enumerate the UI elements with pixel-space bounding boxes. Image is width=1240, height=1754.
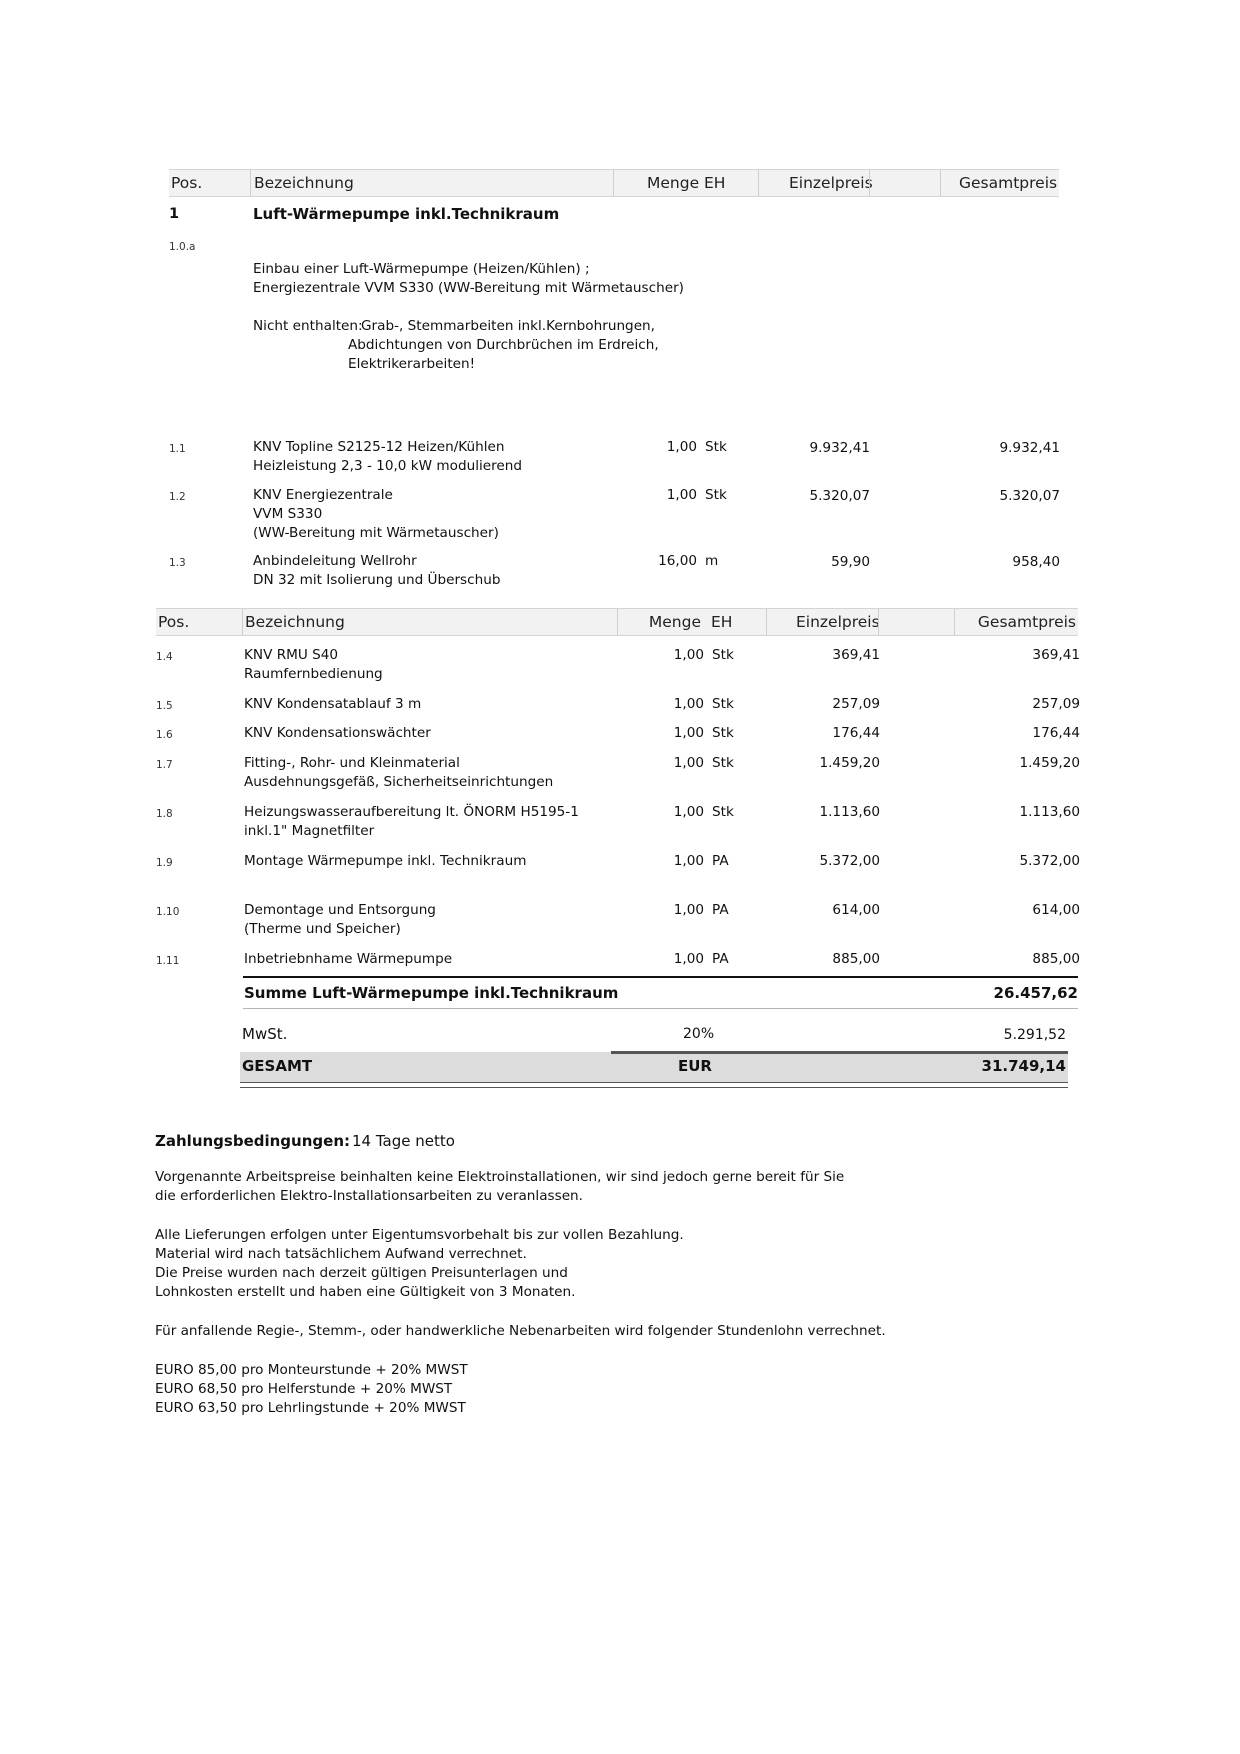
terms-paragraph-line: Für anfallende Regie-, Stemm-, oder handwerkliche Nebenarbeiten wird folgender Stundenlohn verrechnet.: [155, 1323, 886, 1339]
table-header: [169, 169, 1059, 197]
item-pos: 1.1: [169, 443, 186, 455]
header-menge: Menge: [648, 613, 701, 631]
item-einzelpreis: 369,41: [832, 647, 880, 663]
item-menge: 1,00: [673, 696, 704, 712]
item-menge: 1,00: [673, 951, 704, 967]
summe-underline: [243, 1008, 1078, 1009]
header-pos: Pos.: [158, 613, 190, 631]
item-gesamtpreis: 176,44: [1032, 725, 1080, 741]
header-einzelpreis: Einzelpreis: [789, 174, 873, 192]
item-pos: 1.3: [169, 557, 186, 569]
header-gesamtpreis: Gesamtpreis: [959, 174, 1058, 192]
item-eh: PA: [712, 951, 729, 967]
section-number: 1: [169, 206, 180, 222]
header-eh: EH: [711, 613, 733, 631]
item-eh: m: [705, 553, 719, 569]
item-pos: 1.11: [156, 955, 180, 967]
item-einzelpreis: 614,00: [832, 902, 880, 918]
item-eh: Stk: [712, 696, 734, 712]
exclusion-line-3: Elektrikerarbeiten!: [348, 356, 476, 372]
item-description: Ausdehnungsgefäß, Sicherheitseinrichtungen: [244, 774, 554, 790]
header-bezeichnung: Bezeichnung: [254, 174, 354, 192]
terms-paragraph-line: Vorgenannte Arbeitspreise beinhalten keine Elektroinstallationen, wir sind jedoch gerne bereit für Sie: [155, 1169, 845, 1185]
item-eh: Stk: [712, 804, 734, 820]
item-pos: 1.6: [156, 729, 173, 741]
intro-pos: 1.0.a: [169, 241, 196, 253]
item-description: Raumfernbedienung: [244, 666, 383, 682]
item-pos: 1.9: [156, 857, 173, 869]
mwst-rate: 20%: [683, 1026, 715, 1042]
item-gesamtpreis: 369,41: [1032, 647, 1080, 663]
item-description: KNV RMU S40: [244, 647, 339, 663]
item-description: (WW-Bereitung mit Wärmetauscher): [253, 525, 499, 541]
item-menge: 1,00: [666, 439, 697, 455]
item-eh: PA: [712, 902, 729, 918]
item-description: KNV Kondensatablauf 3 m: [244, 696, 422, 712]
item-gesamtpreis: 1.113,60: [1019, 804, 1080, 820]
item-description: VVM S330: [253, 506, 323, 522]
item-gesamtpreis: 5.372,00: [1019, 853, 1080, 869]
item-eh: Stk: [705, 487, 727, 503]
mwst-value: 5.291,52: [1003, 1027, 1066, 1043]
item-description: DN 32 mit Isolierung und Überschub: [253, 572, 501, 588]
summe-rule: [243, 976, 1078, 978]
header-pos: Pos.: [171, 174, 203, 192]
item-description: KNV Topline S2125-12 Heizen/Kühlen: [253, 439, 505, 455]
item-gesamtpreis: 5.320,07: [999, 488, 1060, 504]
gesamt-currency: EUR: [678, 1057, 712, 1075]
item-description: KNV Kondensationswächter: [244, 725, 431, 741]
item-einzelpreis: 9.932,41: [809, 440, 870, 456]
item-pos: 1.10: [156, 906, 180, 918]
mwst-label: MwSt.: [242, 1025, 288, 1043]
item-einzelpreis: 1.459,20: [819, 755, 880, 771]
gesamt-value: 31.749,14: [981, 1057, 1066, 1075]
table-header: [156, 608, 1078, 636]
gesamt-label: GESAMT: [242, 1057, 313, 1075]
exclusion-line-2: Abdichtungen von Durchbrüchen im Erdreich,: [348, 337, 659, 353]
item-eh: Stk: [712, 647, 734, 663]
item-einzelpreis: 5.320,07: [809, 488, 870, 504]
item-einzelpreis: 1.113,60: [819, 804, 880, 820]
item-eh: Stk: [705, 439, 727, 455]
gesamt-top-rule: [611, 1051, 1068, 1054]
gesamt-bottom-rule: [240, 1082, 1068, 1088]
summe-value: 26.457,62: [993, 984, 1078, 1002]
item-description: KNV Energiezentrale: [253, 487, 393, 503]
item-eh: Stk: [712, 725, 734, 741]
item-gesamtpreis: 885,00: [1032, 951, 1080, 967]
item-eh: PA: [712, 853, 729, 869]
summe-label: Summe Luft-Wärmepumpe inkl.Technikraum: [244, 984, 619, 1002]
item-description: Heizungswasseraufbereitung lt. ÖNORM H5195-1: [244, 804, 579, 820]
item-pos: 1.7: [156, 759, 173, 771]
hourly-rate-line: EURO 63,50 pro Lehrlingstunde + 20% MWST: [155, 1400, 466, 1416]
header-bezeichnung: Bezeichnung: [245, 613, 345, 631]
item-einzelpreis: 257,09: [832, 696, 880, 712]
payment-terms-label: Zahlungsbedingungen:: [155, 1132, 350, 1150]
item-gesamtpreis: 614,00: [1032, 902, 1080, 918]
item-description: Fitting-, Rohr- und Kleinmaterial: [244, 755, 460, 771]
item-description: Anbindeleitung Wellrohr: [253, 553, 417, 569]
item-gesamtpreis: 958,40: [1012, 554, 1060, 570]
item-menge: 1,00: [673, 755, 704, 771]
header-einzelpreis: Einzelpreis: [796, 613, 880, 631]
header-eh: EH: [704, 174, 726, 192]
item-menge: 16,00: [658, 553, 697, 569]
item-einzelpreis: 176,44: [832, 725, 880, 741]
item-pos: 1.2: [169, 491, 186, 503]
item-einzelpreis: 5.372,00: [819, 853, 880, 869]
item-description: Heizleistung 2,3 - 10,0 kW modulierend: [253, 458, 523, 474]
item-description: (Therme und Speicher): [244, 921, 401, 937]
header-gesamtpreis: Gesamtpreis: [977, 613, 1076, 631]
intro-line-2: Energiezentrale VVM S330 (WW-Bereitung mit Wärmetauscher): [253, 280, 684, 296]
terms-paragraph-line: Die Preise wurden nach derzeit gültigen Preisunterlagen und: [155, 1265, 568, 1281]
item-eh: Stk: [712, 755, 734, 771]
item-gesamtpreis: 9.932,41: [999, 440, 1060, 456]
item-menge: 1,00: [673, 725, 704, 741]
item-einzelpreis: 59,90: [831, 554, 870, 570]
item-gesamtpreis: 1.459,20: [1019, 755, 1080, 771]
intro-line-1: Einbau einer Luft-Wärmepumpe (Heizen/Kühlen) ;: [253, 261, 590, 277]
terms-paragraph-line: Material wird nach tatsächlichem Aufwand verrechnet.: [155, 1246, 527, 1262]
payment-terms-value: 14 Tage netto: [352, 1132, 455, 1150]
item-menge: 1,00: [673, 647, 704, 663]
exclusion-line-1: Grab-, Stemmarbeiten inkl.Kernbohrungen,: [361, 318, 655, 334]
header-menge: Menge: [647, 174, 700, 192]
terms-paragraph-line: Alle Lieferungen erfolgen unter Eigentumsvorbehalt bis zur vollen Bezahlung.: [155, 1227, 684, 1243]
section-title: Luft-Wärmepumpe inkl.Technikraum: [253, 205, 560, 223]
item-description: Montage Wärmepumpe inkl. Technikraum: [244, 853, 527, 869]
item-menge: 1,00: [673, 853, 704, 869]
item-menge: 1,00: [673, 902, 704, 918]
item-menge: 1,00: [666, 487, 697, 503]
item-menge: 1,00: [673, 804, 704, 820]
item-pos: 1.8: [156, 808, 173, 820]
hourly-rate-line: EURO 85,00 pro Monteurstunde + 20% MWST: [155, 1362, 468, 1378]
terms-paragraph-line: Lohnkosten erstellt und haben eine Gültigkeit von 3 Monaten.: [155, 1284, 576, 1300]
terms-paragraph-line: die erforderlichen Elektro-Installationsarbeiten zu veranlassen.: [155, 1188, 583, 1204]
item-pos: 1.5: [156, 700, 173, 712]
item-pos: 1.4: [156, 651, 173, 663]
gesamt-band: [240, 1052, 1068, 1082]
exclusion-label: Nicht enthalten:: [253, 318, 363, 334]
item-einzelpreis: 885,00: [832, 951, 880, 967]
item-description: Demontage und Entsorgung: [244, 902, 436, 918]
item-description: Inbetriebnhame Wärmepumpe: [244, 951, 453, 967]
hourly-rate-line: EURO 68,50 pro Helferstunde + 20% MWST: [155, 1381, 453, 1397]
item-gesamtpreis: 257,09: [1032, 696, 1080, 712]
item-description: inkl.1" Magnetfilter: [244, 823, 375, 839]
